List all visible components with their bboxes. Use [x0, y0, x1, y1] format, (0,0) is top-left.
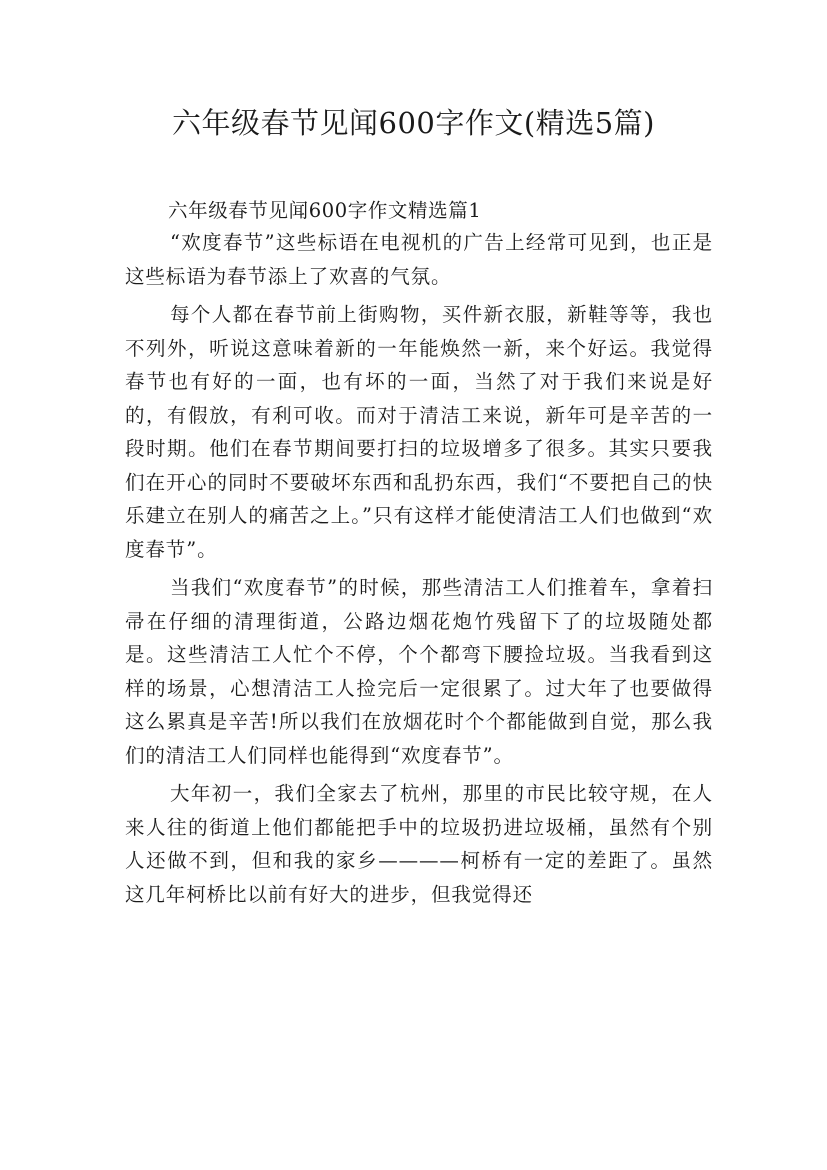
- paragraph-3: 当我们“欢度春节”的时候，那些清洁工人们推着车，拿着扫帚在仔细的清理街道，公路边烟花炮竹残留下了的垃圾随处都是。这些清洁工人忙个不停，个个都弯下腰捡垃圾。当我看到这样的场景，心想清洁工人捡完后一定很累了。过大年了也要做得这么累真是辛苦!所以我们在放烟花时个个都能做到自觉，那么我们的清洁工人们同样也能得到“欢度春节”。: [125, 576, 713, 767]
- paragraph-2: 每个人都在春节前上街购物，买件新衣服，新鞋等等，我也不列外，听说这意味着新的一年能焕然一新，来个好运。我觉得春节也有好的一面，也有坏的一面，当然了对于我们来说是好的，有假放，有利可收。而对于清洁工来说，新年可是辛苦的一段时期。他们在春节期间要打扫的垃圾增多了很多。其实只要我们在开心的同时不要破坏东西和乱扔东西，我们“不要把自己的快乐建立在别人的痛苦之上。”只有这样才能使清洁工人们也做到“欢度春节”。: [125, 303, 713, 561]
- section-heading: 六年级春节见闻600字作文精选篇1: [168, 199, 482, 222]
- document-title: 六年级春节见闻600字作文(精选5篇): [172, 106, 655, 140]
- article-body: [125, 196, 713, 911]
- paragraph-1: “欢度春节”这些标语在电视机的广告上经常可见到，也正是这些标语为春节添上了欢喜的气氛。: [125, 231, 713, 288]
- paragraph-4: 大年初一，我们全家去了杭州，那里的市民比较守规，在人来人往的街道上他们都能把手中的垃圾扔进垃圾桶，虽然有个别人还做不到，但和我的家乡————柯桥有一定的差距了。虽然这几年柯桥比以前有好大的进步，但我觉得还: [125, 782, 713, 906]
